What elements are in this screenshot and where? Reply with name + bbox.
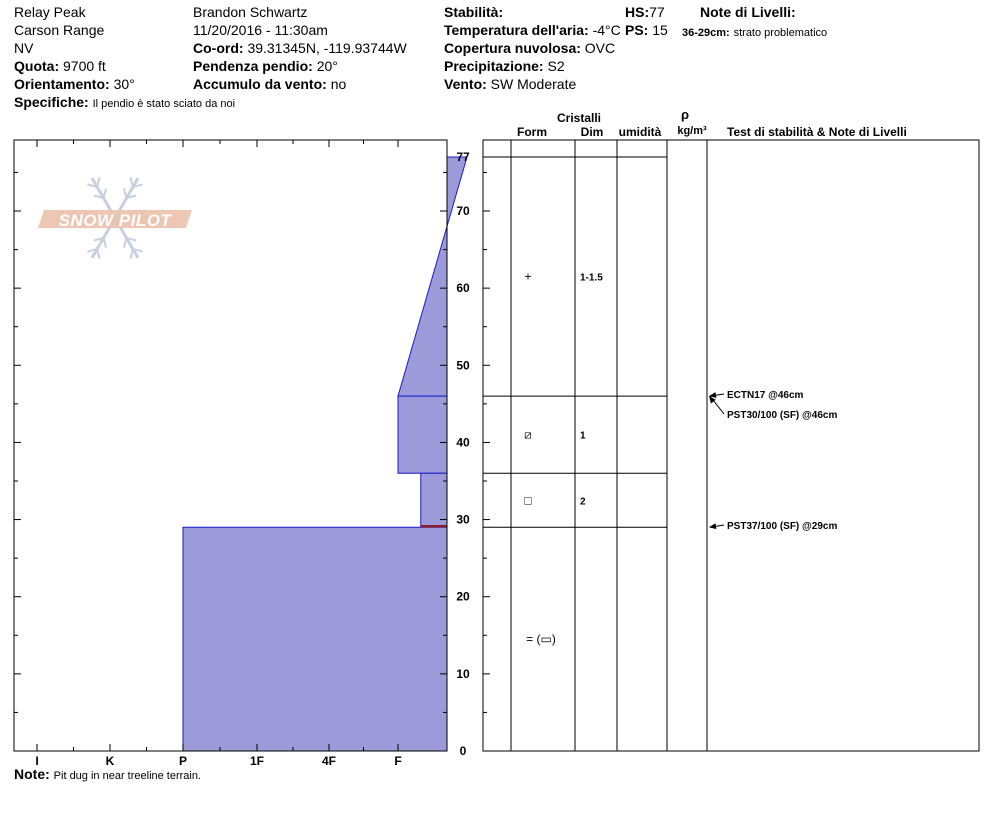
- header-humidity: umidità: [618, 125, 662, 139]
- grain-form: ⧄: [524, 427, 532, 442]
- wind-loading-value: no: [330, 76, 347, 92]
- logo-flake-branch: [124, 238, 127, 248]
- header-crystals: Cristalli: [556, 111, 602, 125]
- state-name: NV: [14, 40, 34, 56]
- precip-value: S2: [547, 58, 565, 74]
- layer-notes-label: Note di Livelli:: [700, 4, 796, 20]
- layer-table-frame: [483, 140, 979, 751]
- stability-test-result: PST37/100 (SF) @29cm: [727, 521, 838, 532]
- hardness-layer-3: [183, 527, 447, 751]
- air-temp-label: Temperatura dell'aria:: [444, 22, 589, 38]
- y-tick-label: 30: [456, 512, 470, 527]
- elevation-value: 9700 ft: [63, 58, 106, 74]
- air-temp-value: -4°C: [592, 22, 621, 38]
- coord-value: 39.31345N, -119.93744W: [247, 40, 407, 56]
- hs-value: 77: [649, 4, 665, 20]
- elevation-label: Quota:: [14, 58, 60, 74]
- stability-test-result: PST30/100 (SF) @46cm: [727, 410, 838, 421]
- header-density-symbol: ρ: [680, 107, 690, 122]
- location-name: Relay Peak: [14, 4, 86, 20]
- coord-label: Co-ord:: [193, 40, 244, 56]
- hs-label: HS:: [625, 4, 650, 20]
- stability-label: Stabilità:: [444, 4, 504, 20]
- y-tick-label: 50: [456, 358, 470, 373]
- y-tick-label: 77: [456, 150, 470, 164]
- x-tick-label: K: [105, 754, 115, 768]
- slope-label: Pendenza pendio:: [193, 58, 313, 74]
- layer-note-range: 36-29cm:: [682, 27, 730, 39]
- specifics-value: Il pendio è stato sciato da noi: [92, 98, 236, 110]
- slope-value: 20°: [316, 58, 338, 74]
- y-tick-label: 40: [456, 435, 470, 450]
- y-tick-label: 70: [456, 204, 470, 218]
- stability-test-arrowhead: [709, 523, 717, 530]
- logo-flake-branch: [124, 188, 127, 198]
- x-tick-label: F: [394, 754, 402, 768]
- x-tick-label: I: [35, 754, 39, 768]
- note-label: Note:: [14, 766, 50, 782]
- grain-form: □: [524, 493, 532, 508]
- wind-label: Vento:: [444, 76, 487, 92]
- logo-flake-branch: [104, 188, 107, 198]
- stability-test-result: ECTN17 @46cm: [727, 390, 804, 401]
- y-tick-label: 20: [456, 589, 470, 604]
- cloud-label: Copertura nuvolosa:: [444, 40, 581, 56]
- logo-flake-branch: [97, 177, 100, 187]
- ps-value: 15: [652, 22, 668, 38]
- header-dim: Dim: [580, 125, 604, 139]
- layer-note-text: strato problematico: [733, 27, 828, 39]
- x-tick-label: P: [178, 754, 188, 768]
- y-tick-label: 10: [456, 666, 470, 681]
- note-value: Pit dug in near treeline terrain.: [53, 770, 202, 782]
- logo-flake-branch: [130, 249, 133, 259]
- aspect-label: Orientamento:: [14, 76, 110, 92]
- header-form: Form: [517, 125, 547, 139]
- y-tick-label: 0: [459, 744, 467, 758]
- grain-size: 2: [580, 496, 586, 508]
- logo-flake-branch: [104, 238, 107, 248]
- cloud-value: OVC: [584, 40, 616, 56]
- header-stability-notes: Test di stabilità & Note di Livelli: [727, 125, 907, 139]
- logo-text: SNOW PILOT: [58, 211, 172, 230]
- specifics-label: Specifiche:: [14, 94, 89, 110]
- x-tick-label: 4F: [321, 754, 337, 768]
- wind-loading-label: Accumulo da vento:: [193, 76, 327, 92]
- wind-value: SW Moderate: [490, 76, 577, 92]
- ps-label: PS:: [625, 22, 649, 38]
- precip-label: Precipitazione:: [444, 58, 544, 74]
- aspect-value: 30°: [113, 76, 135, 92]
- x-tick-label: 1F: [249, 754, 265, 768]
- observer-name: Brandon Schwartz: [193, 4, 308, 20]
- grain-form: = (▭): [526, 632, 556, 647]
- hardness-layer-1: [398, 396, 447, 473]
- range-name: Carson Range: [14, 22, 105, 38]
- observation-datetime: 11/20/2016 - 11:30am: [193, 22, 328, 38]
- grain-size: 1-1.5: [580, 272, 603, 284]
- logo-flake-branch: [97, 249, 100, 259]
- logo-flake-branch: [130, 177, 133, 187]
- y-tick-label: 60: [456, 281, 470, 296]
- header-density-unit: kg/m³: [677, 125, 707, 137]
- grain-form: +: [524, 269, 532, 284]
- grain-size: 1: [580, 430, 586, 442]
